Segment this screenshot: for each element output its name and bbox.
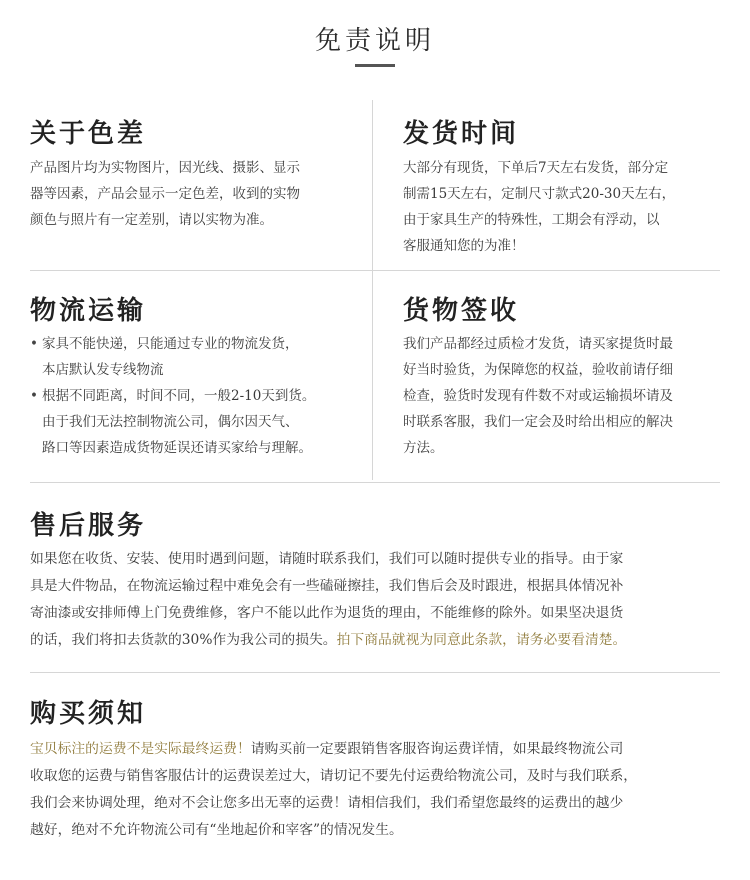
text-line: 制需15天左右，定制尺寸款式20-30天左右， — [403, 186, 676, 202]
section-heading: 关于色差 — [30, 119, 147, 149]
text-line: 好当时验货，为保障您的权益，验收前请仔细 — [403, 362, 673, 378]
section-heading: 售后服务 — [30, 511, 147, 541]
text-line: 请购买前一定要跟销售客服咨询运费详情，如果最终物流公司 — [250, 741, 624, 757]
horizontal-divider-after-service — [30, 672, 720, 673]
bullet-list — [30, 331, 365, 461]
text-line: 客服通知您的为准！ — [403, 238, 525, 254]
list-item — [30, 383, 365, 461]
section-body — [30, 546, 720, 654]
section-heading: 物流运输 — [30, 296, 147, 326]
list-item — [30, 331, 365, 383]
section-body — [403, 155, 723, 259]
page-title: 免责说明 — [314, 26, 435, 56]
text-line: 时联系客服，我们一定会及时给出相应的解决 — [403, 414, 673, 430]
text-line: 由于我们无法控制物流公司，偶尔因天气、 — [42, 414, 299, 430]
text-line: 路口等因素造成货物延误还请买家给与理解。 — [42, 440, 312, 456]
section-body — [403, 331, 723, 461]
highlighted-notice: 拍下商品就视为同意此条款，请务必要看清楚。 — [336, 632, 627, 648]
text-line: 器等因素，产品会显示一定色差，收到的实物 — [30, 186, 300, 202]
vertical-divider — [372, 100, 373, 480]
text-line: 我们会来协调处理，绝对不会让您多出无辜的运费！请相信我们，我们希望您最终的运费出的越少 — [30, 795, 624, 811]
section-heading: 发货时间 — [403, 119, 520, 149]
title-underline — [355, 64, 395, 67]
text-line: 颜色与照片有一定差别，请以实物为准。 — [30, 212, 273, 228]
text-line: 方法。 — [403, 440, 444, 456]
section-body — [30, 736, 720, 844]
section-heading: 购买须知 — [30, 699, 147, 729]
text-line: 的话，我们将扣去货款的30%作为我公司的损失。 — [30, 632, 337, 648]
section-body — [30, 155, 360, 233]
text-line: 产品图片均为实物图片，因光线、摄影、显示 — [30, 160, 300, 176]
text-line: • 根据不同距离，时间不同，一般2-10天到货。 — [42, 388, 316, 404]
highlighted-notice: 宝贝标注的运费不是实际最终运费！ — [30, 741, 251, 757]
horizontal-divider-after-grid — [30, 482, 720, 483]
text-line: 收取您的运费与销售客服估计的运费误差过大，请切记不要先付运费给物流公司，及时与我们联系， — [30, 768, 638, 784]
section-heading: 货物签收 — [403, 296, 520, 326]
text-line: 本店默认发专线物流 — [42, 362, 164, 378]
text-line: 如果您在收货、安装、使用时遇到问题，请随时联系我们，我们可以随时提供专业的指导。由于家 — [30, 551, 624, 567]
text-line: 寄油漆或安排师傅上门免费维修，客户不能以此作为退货的理由，不能维修的除外。如果坚决退货 — [30, 605, 624, 621]
text-line: • 家具不能快递，只能通过专业的物流发货， — [42, 336, 299, 352]
text-line: 由于家具生产的特殊性，工期会有浮动，以 — [403, 212, 660, 228]
text-line: 大部分有现货，下单后7天左右发货，部分定 — [403, 160, 669, 176]
text-line: 检查，验货时发现有件数不对或运输损坏请及 — [403, 388, 673, 404]
text-line: 具是大件物品，在物流运输过程中难免会有一些磕碰擦挂，我们售后会及时跟进，根据具体情况补 — [30, 578, 624, 594]
horizontal-divider-middle — [30, 270, 720, 271]
text-line: 我们产品都经过质检才发货，请买家提货时最 — [403, 336, 673, 352]
text-line: 越好，绝对不允许物流公司有“坐地起价和宰客”的情况发生。 — [30, 822, 403, 838]
